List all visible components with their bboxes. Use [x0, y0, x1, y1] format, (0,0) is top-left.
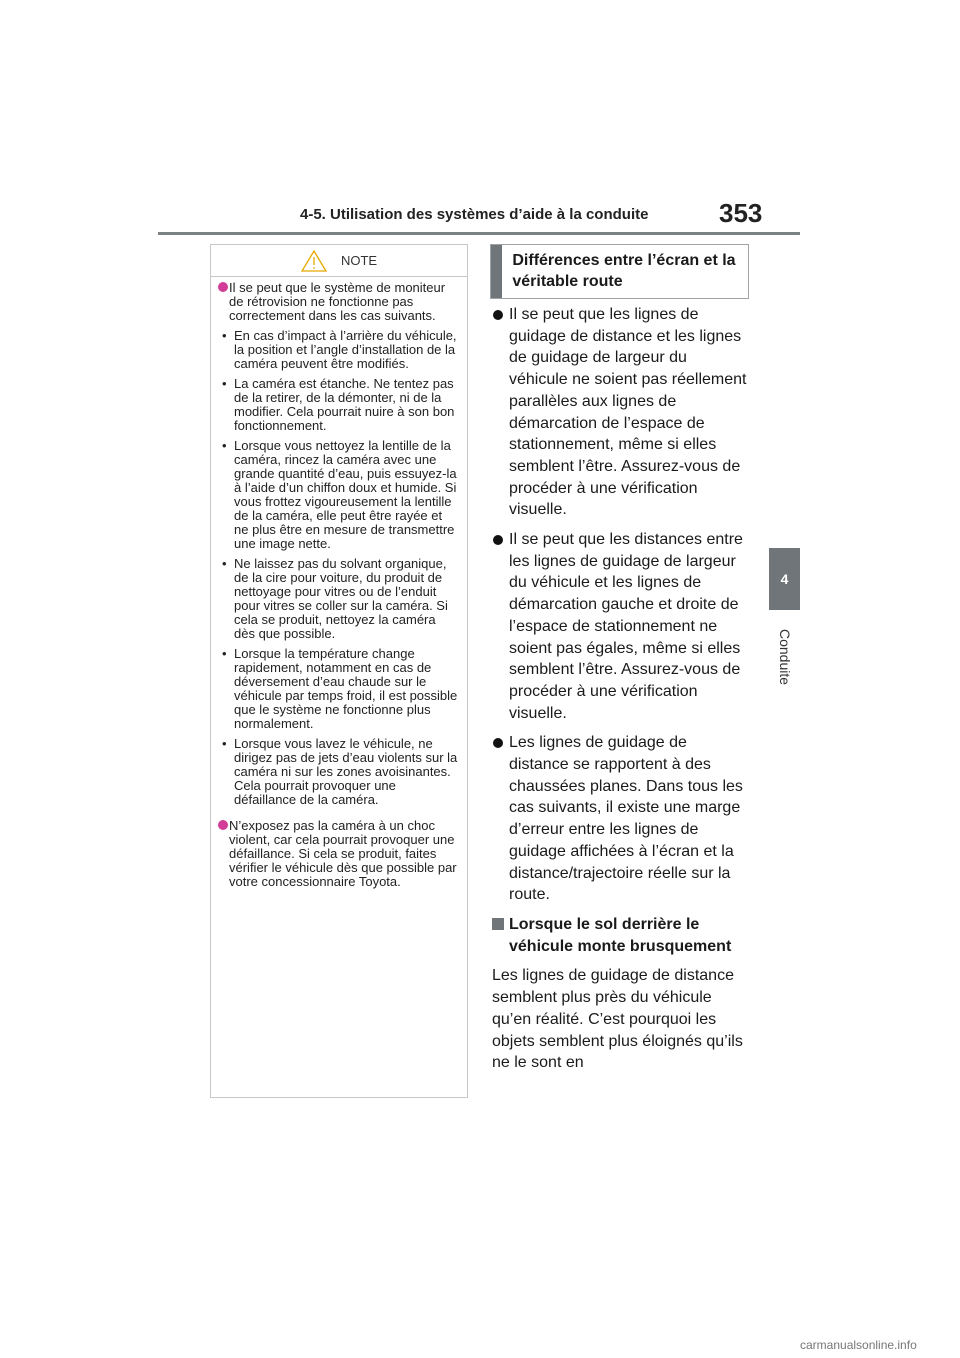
bullet-dot-icon: • — [222, 376, 227, 391]
chapter-label-text: Conduite — [777, 628, 794, 686]
content-bullet — [492, 304, 750, 521]
content-bullet-text: Il se peut que les lignes de guidage de distance et les lignes de guidage de largeur du véhicule ne soient pas réellement parallèles aux lignes de démarcation de l’espace de stationnement, même si elles semblent l’être. Assurez-vous de procéder à une vérification visuelle. — [509, 306, 747, 519]
square-bullet-icon — [492, 918, 504, 930]
note-paragraph — [219, 819, 459, 889]
page-number: 353 — [719, 198, 763, 228]
note-bullet-text: Ne laissez pas du solvant organique, de la cire pour voiture, du produit de nettoyage pour vitres ou de l’enduit pour vitres se coller sur la caméra. Si cela se produit, nettoyez la caméra dès que possible. — [234, 556, 448, 641]
note-bullet — [219, 647, 459, 731]
note-bullet — [219, 737, 459, 807]
content-bullet-text: Les lignes de guidage de distance se rapportent à des chaussées planes. Dans tous les cas suivants, il existe une marge d’erreur entre les lignes de guidage affichées à l’écran et la distance/trajectoire réelle sur la route. — [509, 734, 743, 904]
note-bullet — [219, 557, 459, 641]
note-bullet — [219, 377, 459, 433]
note-paragraph — [219, 281, 459, 323]
bullet-dot-icon — [493, 738, 503, 748]
bullet-dot-icon — [493, 535, 503, 545]
subheading-text: Lorsque le sol derrière le véhicule monte brusquement — [509, 915, 732, 955]
note-bullet-text: Lorsque vous nettoyez la lentille de la caméra, rincez la caméra avec une grande quantité d’eau, puis essuyez-la à l’aide d’un chiffon doux et humide. Si vous frottez vigoureusement la lentille de la caméra, elle peut être rayée et ne plus être en mesure de transmettre une image nette. — [234, 438, 457, 551]
watermark: carmanualsonline.info — [800, 1338, 917, 1352]
body-text: Les lignes de guidage de distance semblent plus près du véhicule qu’en réalité. C’est pourquoi les objets semblent plus éloignés qu’ils ne le sont en — [492, 967, 743, 1072]
note-header — [211, 245, 467, 277]
note-bullet-text: Lorsque vous lavez le véhicule, ne dirigez pas de jets d’eau violents sur la caméra ni sur les zones avoisinantes. Cela pourrait provoquer une défaillance de la caméra. — [234, 736, 458, 807]
chapter-label — [757, 618, 813, 696]
bullet-dot-icon: • — [222, 736, 227, 751]
warning-triangle-icon — [301, 250, 327, 272]
note-box — [210, 244, 468, 1098]
bullet-dot-icon — [218, 820, 228, 830]
section-heading-box — [490, 244, 749, 299]
content-bullet-text: Il se peut que les distances entre les lignes de guidage de largeur du véhicule et les lignes de démarcation gauche et droite de l’espace de stationnement ne soient pas égales, même si elles semblent l’être. Assurez-vous de procéder à une vérification visuelle. — [509, 531, 743, 722]
header-rule — [158, 232, 800, 235]
note-bullet-text: En cas d’impact à l’arrière du véhicule, la position et l’angle d’installation de la caméra peuvent être modifiés. — [234, 328, 457, 371]
note-bullet — [219, 439, 459, 551]
note-heading: NOTE — [340, 253, 378, 268]
header-section-title: 4-5. Utilisation des systèmes d’aide à la conduite — [300, 206, 649, 223]
bullet-dot-icon — [493, 310, 503, 320]
note-body — [211, 277, 467, 889]
section-heading: Différences entre l’écran et la véritable route — [512, 252, 736, 290]
note-bullet-text: Lorsque la température change rapidement, notamment en cas de déversement d’eau chaude sur le véhicule par temps froid, il est possible que le système ne fonctionne plus normalement. — [234, 646, 458, 731]
chapter-tab[interactable] — [769, 548, 800, 610]
content-bullet — [492, 529, 750, 724]
right-column — [492, 304, 750, 1074]
note-paragraph-text: N’exposez pas la caméra à un choc violent, car cela pourrait provoquer une défaillance. Si cela se produit, faites vérifier le véhicule dès que possible par votre concessionnaire Toyota. — [229, 818, 457, 889]
note-bullet-text: La caméra est étanche. Ne tentez pas de la retirer, de la démonter, ni de la modifier. Cela pourrait nuire à son bon fonctionnement. — [234, 376, 455, 433]
bullet-dot-icon — [218, 282, 228, 292]
bullet-dot-icon: • — [222, 646, 227, 661]
content-bullet — [492, 732, 750, 906]
subheading — [492, 914, 750, 957]
note-paragraph-text: Il se peut que le système de moniteur de rétrovision ne fonctionne pas correctement dans les cas suivants. — [229, 280, 446, 323]
chapter-number: 4 — [780, 571, 789, 587]
note-bullet — [219, 329, 459, 371]
bullet-dot-icon: • — [222, 556, 227, 571]
bullet-dot-icon: • — [222, 438, 227, 453]
section-heading-bar — [491, 245, 502, 298]
bullet-dot-icon: • — [222, 328, 227, 343]
